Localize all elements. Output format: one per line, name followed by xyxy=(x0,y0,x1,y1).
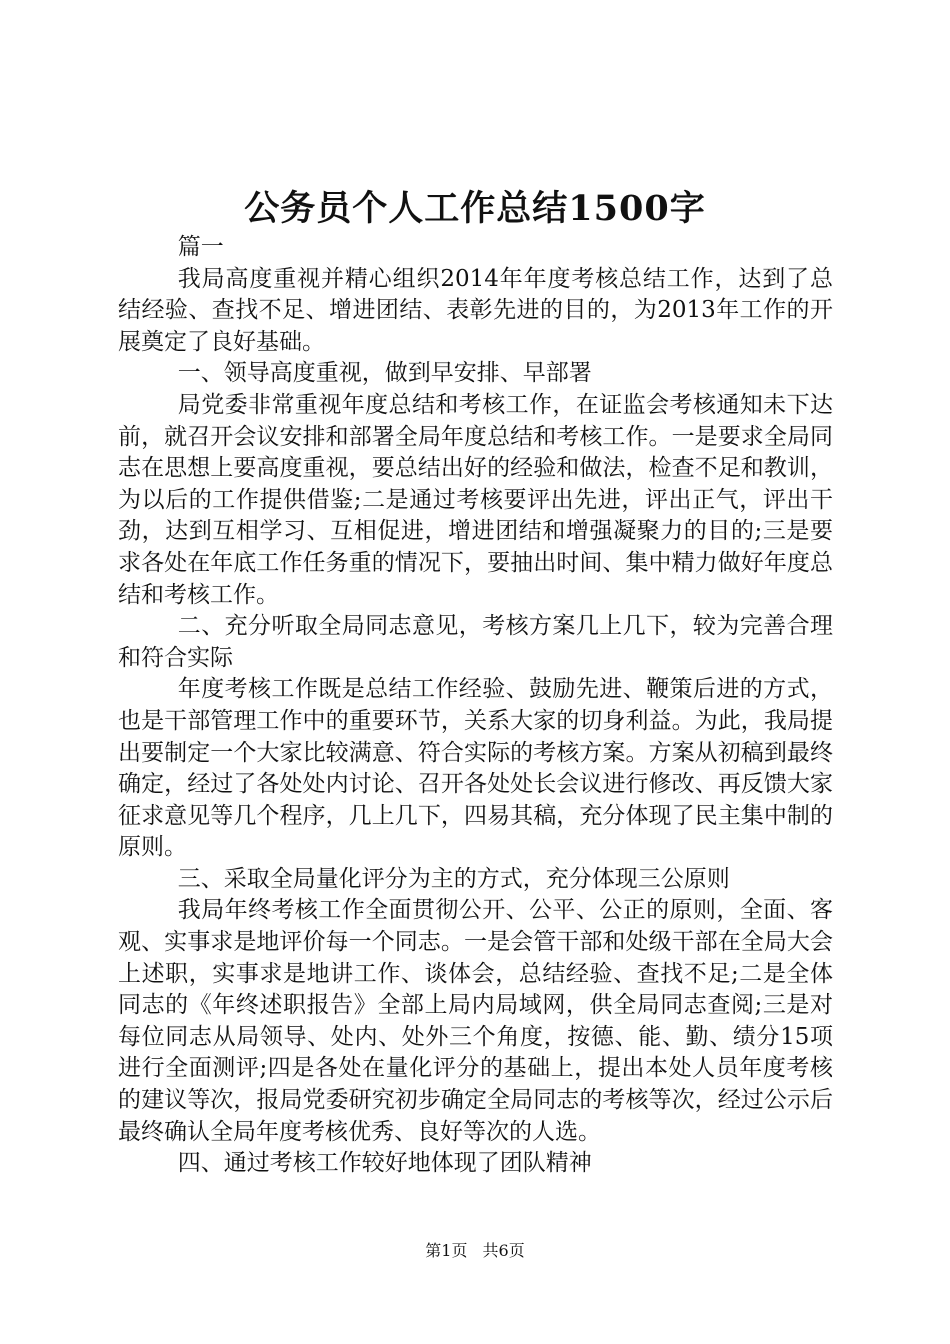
document-body xyxy=(118,232,833,1180)
document-title: 公务员个人工作总结1500字 xyxy=(244,188,706,229)
section-heading: 四、通过考核工作较好地体现了团队精神 xyxy=(177,1150,592,1177)
section-heading: 三、采取全局量化评分为主的方式，充分体现三公原则 xyxy=(177,865,730,892)
page-number: 第1页 xyxy=(425,1241,468,1260)
section-heading: 一、领导高度重视，做到早安排、早部署 xyxy=(177,360,592,387)
section-label: 篇一 xyxy=(177,234,224,260)
page-footer xyxy=(0,1240,950,1262)
section-heading: 二、充分听取全局同志意见，考核方案几上几下，较为完善合理和符合实际 xyxy=(118,613,833,671)
body-paragraph: 我局高度重视并精心组织2014年年度考核总结工作，达到了总结经验、查找不足、增进团结、表彰先进的目的，为2013年工作的开展奠定了良好基础。 xyxy=(118,265,833,355)
body-paragraph: 我局年终考核工作全面贯彻公开、公平、公正的原则，全面、客观、实事求是地评价每一个同志。一是会管干部和处级干部在全局大会上述职，实事求是地讲工作、谈体会，总结经验、查找不足;二是全体同志的《年终述职报告》全部上局内局域网，供全局同志查阅;三是对每位同志从局领导、处内、处外三个角度，按德、能、勤、绩分15项进行全面测评;四是各处在量化评分的基础上，提出本处人员年度考核的建议等次，报局党委研究初步确定全局同志的考核等次，经过公示后最终确认全局年度考核优秀、良好等次的人选。 xyxy=(118,897,833,1145)
body-paragraph: 年度考核工作既是总结工作经验、鼓励先进、鞭策后进的方式，也是干部管理工作中的重要环节，关系大家的切身利益。为此，我局提出要制定一个大家比较满意、符合实际的考核方案。方案从初稿到最终确定，经过了各处处内讨论、召开各处处长会议进行修改、再反馈大家征求意见等几个程序，几上几下，四易其稿，充分体现了民主集中制的原则。 xyxy=(118,676,833,861)
page-total: 共6页 xyxy=(482,1241,525,1260)
body-paragraph: 局党委非常重视年度总结和考核工作，在证监会考核通知未下达前，就召开会议安排和部署全局年度总结和考核工作。一是要求全局同志在思想上要高度重视，要总结出好的经验和做法，检查不足和教训，为以后的工作提供借鉴;二是通过考核要评出先进，评出正气，评出干劲，达到互相学习、互相促进，增进团结和增强凝聚力的目的;三是要求各处在年底工作任务重的情况下，要抽出时间、集中精力做好年度总结和考核工作。 xyxy=(118,391,833,608)
